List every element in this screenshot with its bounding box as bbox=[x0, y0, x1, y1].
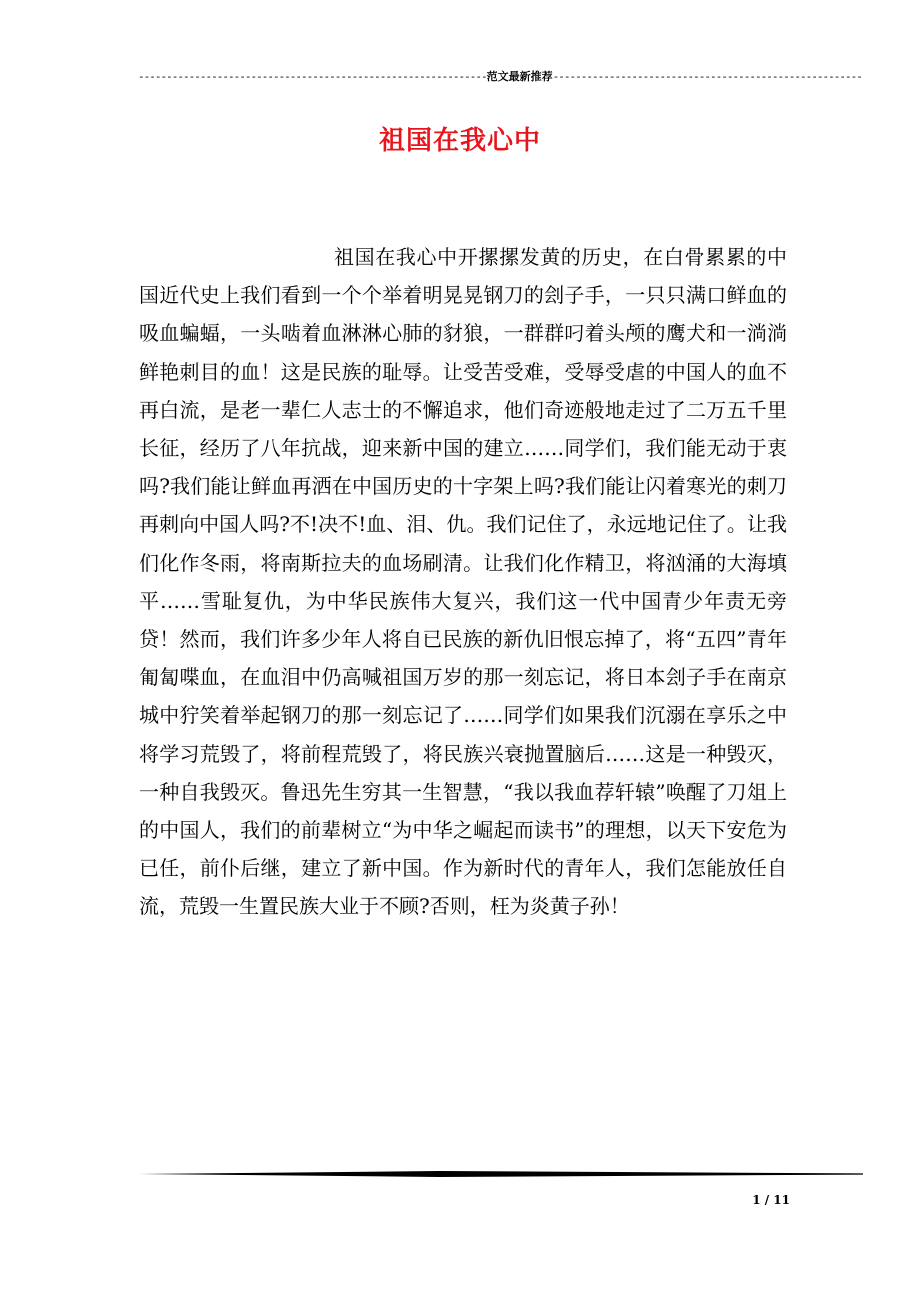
header-label: 范文最新推荐 bbox=[486, 70, 553, 83]
page-header bbox=[138, 68, 862, 84]
document-body: 祖国在我心中开摞摞发黄的历史，在白骨累累的中国近代史上我们看到一个个举着明晃晃钢刀的刽子手，一只只满口鲜血的吸血蝙蝠，一头啮着血淋淋心肺的豺狼，一群群叼着头颅的鹰犬和一淌淌鲜艳刺目的血！这是民族的耻辱。让受苦受难，受辱受虐的中国人的血不再白流，是老一辈仁人志士的不懈追求，他们奇迹般地走过了二万五千里长征，经历了八年抗战，迎来新中国的建立……同学们，我们能无动于衷吗?我们能让鲜血再洒在中国历史的十字架上吗?我们能让闪着寒光的刺刀再刺向中国人吗?不!决不!血、泪、仇。我们记住了，永远地记住了。让我们化作冬雨，将南斯拉夫的血场刷清。让我们化作精卫，将汹涌的大海填平……雪耻复仇，为中华民族伟大复兴，我们这一代中国青少年责无旁贷！然而，我们许多少年人将自已民族的新仇旧恨忘掉了，将“五四”青年匍匐喋血，在血泪中仍高喊祖国万岁的那一刻忘记，将日本刽子手在南京城中狞笑着举起钢刀的那一刻忘记了……同学们如果我们沉溺在享乐之中将学习荒毁了，将前程荒毁了，将民族兴衰抛置脑后……这是一种毁灭，一种自我毁灭。鲁迅先生穷其一生智慧，“我以我血荐轩辕”唤醒了刀俎上的中国人，我们的前辈树立“为中华之崛起而读书”的理想，以天下安危为已任，前仆后继，建立了新中国。作为新时代的青年人，我们怎能放任自流，荒毁一生置民族大业于不顾?否则，枉为炎黄子孙！ bbox=[139, 245, 787, 919]
header-right-dashes: ------------------------------------------------------- bbox=[552, 70, 862, 83]
footer-rule bbox=[139, 1171, 863, 1177]
document-title: 祖国在我心中 bbox=[378, 126, 541, 156]
header-left-dashes: -------------------------------------------------------------- bbox=[138, 70, 487, 83]
footer-rule-graphic bbox=[139, 1171, 863, 1177]
page-number: 1 / 11 bbox=[752, 1193, 790, 1207]
